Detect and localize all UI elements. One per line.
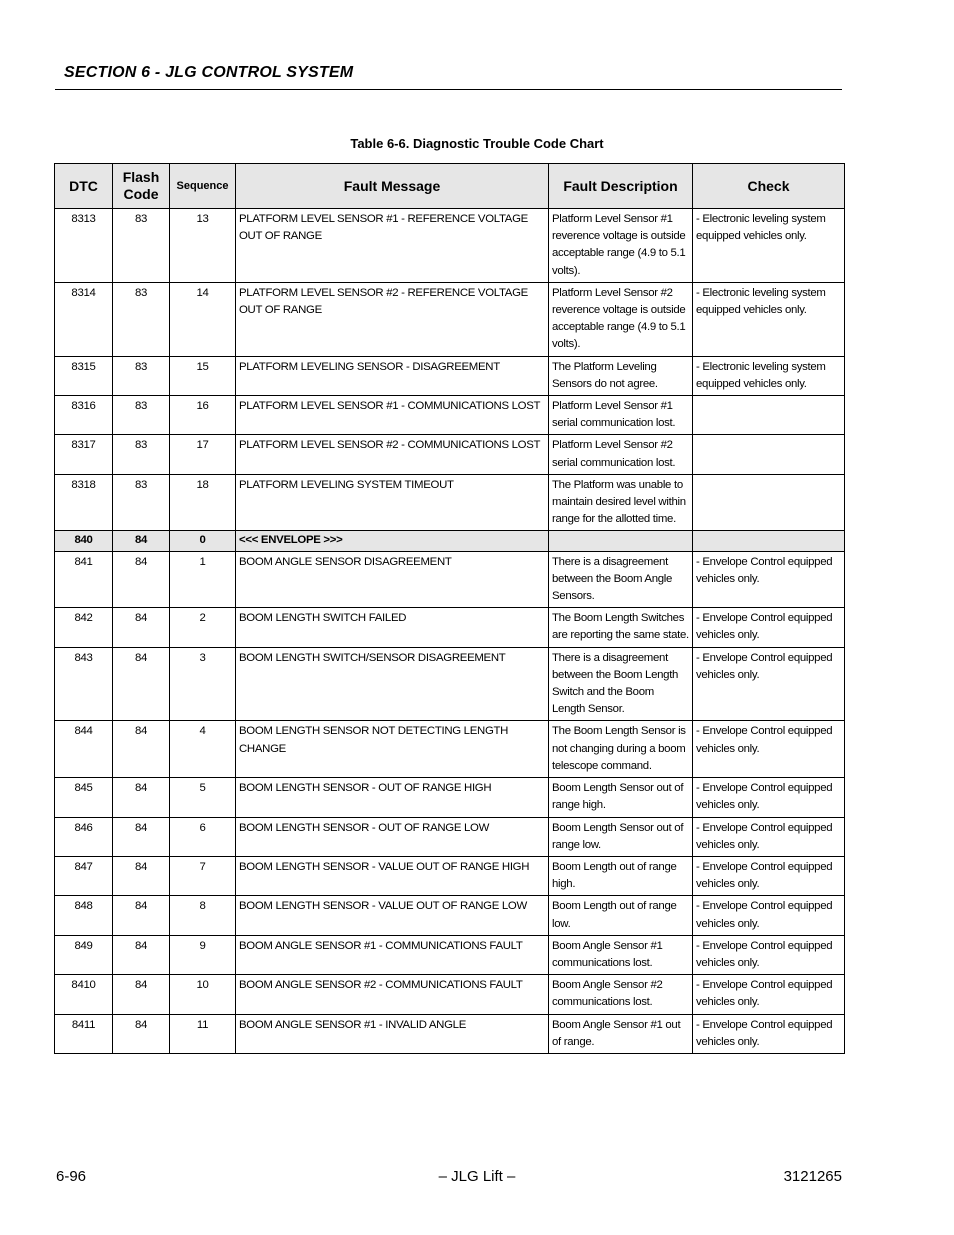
cell-fault-description: Platform Level Sensor #1 reverence voltage is outside acceptable range (4.9 to 5.1 volts).	[549, 209, 693, 283]
cell-fault-message: BOOM ANGLE SENSOR #2 - COMMUNICATIONS FAULT	[236, 975, 549, 1014]
cell-flash-code: 83	[113, 474, 170, 531]
cell-check: - Envelope Control equipped vehicles only.	[693, 817, 845, 856]
cell-check: - Envelope Control equipped vehicles only.	[693, 778, 845, 817]
table-row	[55, 356, 845, 395]
cell-check: - Envelope Control equipped vehicles only.	[693, 975, 845, 1014]
cell-fault-message: PLATFORM LEVELING SENSOR - DISAGREEMENT	[236, 356, 549, 395]
cell-check: - Envelope Control equipped vehicles only.	[693, 896, 845, 935]
cell-sequence: 9	[170, 935, 236, 974]
table-row	[55, 551, 845, 608]
cell-dtc: 8317	[55, 435, 113, 474]
table-row	[55, 474, 845, 531]
cell-fault-description: Platform Level Sensor #1 serial communication lost.	[549, 396, 693, 435]
cell-flash-code: 83	[113, 209, 170, 283]
cell-fault-description: The Platform Leveling Sensors do not agree.	[549, 356, 693, 395]
cell-sequence: 2	[170, 608, 236, 647]
cell-sequence: 4	[170, 721, 236, 778]
cell-check: - Electronic leveling system equipped vehicles only.	[693, 282, 845, 356]
cell-flash-code: 84	[113, 531, 170, 551]
cell-fault-message: PLATFORM LEVEL SENSOR #2 - REFERENCE VOLTAGE OUT OF RANGE	[236, 282, 549, 356]
section-title: SECTION 6 - JLG CONTROL SYSTEM	[64, 64, 354, 81]
cell-fault-message: BOOM LENGTH SWITCH FAILED	[236, 608, 549, 647]
cell-fault-description: Boom Angle Sensor #2 communications lost.	[549, 975, 693, 1014]
cell-sequence: 17	[170, 435, 236, 474]
cell-dtc: 846	[55, 817, 113, 856]
header-rule	[55, 89, 842, 90]
dtc-table	[54, 163, 845, 1054]
cell-check: - Envelope Control equipped vehicles only.	[693, 1014, 845, 1053]
table-row	[55, 778, 845, 817]
cell-sequence: 11	[170, 1014, 236, 1053]
cell-sequence: 1	[170, 551, 236, 608]
cell-sequence: 5	[170, 778, 236, 817]
table-row	[55, 608, 845, 647]
cell-check: - Envelope Control equipped vehicles only.	[693, 721, 845, 778]
cell-check: - Envelope Control equipped vehicles only.	[693, 647, 845, 721]
cell-dtc: 8410	[55, 975, 113, 1014]
table-row	[55, 435, 845, 474]
cell-check: - Envelope Control equipped vehicles only.	[693, 856, 845, 895]
cell-fault-message: BOOM ANGLE SENSOR #1 - COMMUNICATIONS FAULT	[236, 935, 549, 974]
cell-flash-code: 84	[113, 551, 170, 608]
cell-sequence: 16	[170, 396, 236, 435]
cell-sequence: 8	[170, 896, 236, 935]
cell-flash-code: 84	[113, 975, 170, 1014]
table-row	[55, 817, 845, 856]
cell-dtc: 848	[55, 896, 113, 935]
cell-sequence: 7	[170, 856, 236, 895]
cell-check	[693, 474, 845, 531]
cell-flash-code: 83	[113, 282, 170, 356]
cell-fault-description: The Boom Length Switches are reporting the same state.	[549, 608, 693, 647]
table-row	[55, 975, 845, 1014]
cell-fault-message: BOOM LENGTH SENSOR - VALUE OUT OF RANGE HIGH	[236, 856, 549, 895]
cell-check: - Envelope Control equipped vehicles only.	[693, 551, 845, 608]
cell-flash-code: 83	[113, 396, 170, 435]
cell-flash-code: 84	[113, 935, 170, 974]
table-header-row	[55, 164, 845, 209]
cell-flash-code: 84	[113, 817, 170, 856]
cell-dtc: 8411	[55, 1014, 113, 1053]
cell-sequence: 6	[170, 817, 236, 856]
cell-fault-description: Platform Level Sensor #2 reverence voltage is outside acceptable range (4.9 to 5.1 volts).	[549, 282, 693, 356]
cell-fault-description: Boom Length Sensor out of range low.	[549, 817, 693, 856]
cell-fault-description: There is a disagreement between the Boom Angle Sensors.	[549, 551, 693, 608]
cell-fault-description: Boom Length Sensor out of range high.	[549, 778, 693, 817]
cell-fault-description: The Boom Length Sensor is not changing during a boom telescope command.	[549, 721, 693, 778]
table-title: Table 6-6. Diagnostic Trouble Code Chart	[350, 136, 604, 151]
cell-fault-message: PLATFORM LEVELING SYSTEM TIMEOUT	[236, 474, 549, 531]
cell-check: - Envelope Control equipped vehicles only.	[693, 935, 845, 974]
cell-flash-code: 84	[113, 856, 170, 895]
cell-fault-message: BOOM LENGTH SENSOR NOT DETECTING LENGTH CHANGE	[236, 721, 549, 778]
cell-fault-message: BOOM LENGTH SENSOR - OUT OF RANGE LOW	[236, 817, 549, 856]
cell-fault-message: PLATFORM LEVEL SENSOR #1 - REFERENCE VOLTAGE OUT OF RANGE	[236, 209, 549, 283]
table-row	[55, 209, 845, 283]
cell-dtc: 8313	[55, 209, 113, 283]
cell-fault-message: BOOM ANGLE SENSOR #1 - INVALID ANGLE	[236, 1014, 549, 1053]
cell-flash-code: 83	[113, 356, 170, 395]
cell-fault-message: BOOM LENGTH SWITCH/SENSOR DISAGREEMENT	[236, 647, 549, 721]
cell-dtc: 844	[55, 721, 113, 778]
cell-flash-code: 84	[113, 647, 170, 721]
cell-fault-description: Boom Angle Sensor #1 out of range.	[549, 1014, 693, 1053]
cell-dtc: 845	[55, 778, 113, 817]
cell-fault-message: BOOM LENGTH SENSOR - OUT OF RANGE HIGH	[236, 778, 549, 817]
cell-flash-code: 84	[113, 1014, 170, 1053]
col-header-fault-message: Fault Message	[236, 164, 549, 209]
cell-flash-code: 84	[113, 608, 170, 647]
col-header-flash-code: Flash Code	[113, 164, 170, 209]
cell-sequence: 0	[170, 531, 236, 551]
cell-fault-message: BOOM ANGLE SENSOR DISAGREEMENT	[236, 551, 549, 608]
cell-flash-code: 84	[113, 896, 170, 935]
cell-check	[693, 435, 845, 474]
col-header-check: Check	[693, 164, 845, 209]
cell-fault-description: Boom Angle Sensor #1 communications lost.	[549, 935, 693, 974]
cell-check: - Envelope Control equipped vehicles only.	[693, 608, 845, 647]
cell-dtc: 847	[55, 856, 113, 895]
cell-check	[693, 531, 845, 551]
cell-dtc: 8314	[55, 282, 113, 356]
cell-check: - Electronic leveling system equipped vehicles only.	[693, 209, 845, 283]
cell-check	[693, 396, 845, 435]
cell-fault-description: Boom Length out of range low.	[549, 896, 693, 935]
cell-dtc: 8316	[55, 396, 113, 435]
footer-brand: – JLG Lift –	[438, 1168, 516, 1185]
cell-flash-code: 84	[113, 778, 170, 817]
cell-fault-message: PLATFORM LEVEL SENSOR #1 - COMMUNICATIONS LOST	[236, 396, 549, 435]
cell-sequence: 13	[170, 209, 236, 283]
table-body	[55, 209, 845, 1054]
table-row	[55, 721, 845, 778]
cell-dtc: 8315	[55, 356, 113, 395]
cell-dtc: 849	[55, 935, 113, 974]
cell-flash-code: 83	[113, 435, 170, 474]
cell-sequence: 14	[170, 282, 236, 356]
cell-flash-code: 84	[113, 721, 170, 778]
cell-fault-message: <<< ENVELOPE >>>	[236, 531, 549, 551]
table-row	[55, 1014, 845, 1053]
cell-fault-description: There is a disagreement between the Boom Length Switch and the Boom Length Sensor.	[549, 647, 693, 721]
cell-fault-description	[549, 531, 693, 551]
cell-sequence: 18	[170, 474, 236, 531]
cell-dtc: 840	[55, 531, 113, 551]
col-header-dtc: DTC	[55, 164, 113, 209]
table-row	[55, 935, 845, 974]
cell-dtc: 8318	[55, 474, 113, 531]
col-header-fault-description: Fault Description	[549, 164, 693, 209]
cell-sequence: 3	[170, 647, 236, 721]
table-row	[55, 396, 845, 435]
cell-check: - Electronic leveling system equipped vehicles only.	[693, 356, 845, 395]
page-number: 6-96	[56, 1168, 87, 1185]
cell-fault-description: The Platform was unable to maintain desired level within range for the allotted time.	[549, 474, 693, 531]
cell-fault-description: Platform Level Sensor #2 serial communication lost.	[549, 435, 693, 474]
cell-dtc: 842	[55, 608, 113, 647]
table-row	[55, 856, 845, 895]
cell-dtc: 843	[55, 647, 113, 721]
cell-sequence: 10	[170, 975, 236, 1014]
cell-fault-message: PLATFORM LEVEL SENSOR #2 - COMMUNICATIONS LOST	[236, 435, 549, 474]
doc-number: 3121265	[783, 1168, 842, 1185]
col-header-sequence: Sequence	[170, 164, 236, 209]
table-row	[55, 896, 845, 935]
cell-fault-message: BOOM LENGTH SENSOR - VALUE OUT OF RANGE LOW	[236, 896, 549, 935]
table-row	[55, 282, 845, 356]
table-row	[55, 647, 845, 721]
cell-fault-description: Boom Length out of range high.	[549, 856, 693, 895]
cell-dtc: 841	[55, 551, 113, 608]
cell-sequence: 15	[170, 356, 236, 395]
table-row	[55, 531, 845, 551]
